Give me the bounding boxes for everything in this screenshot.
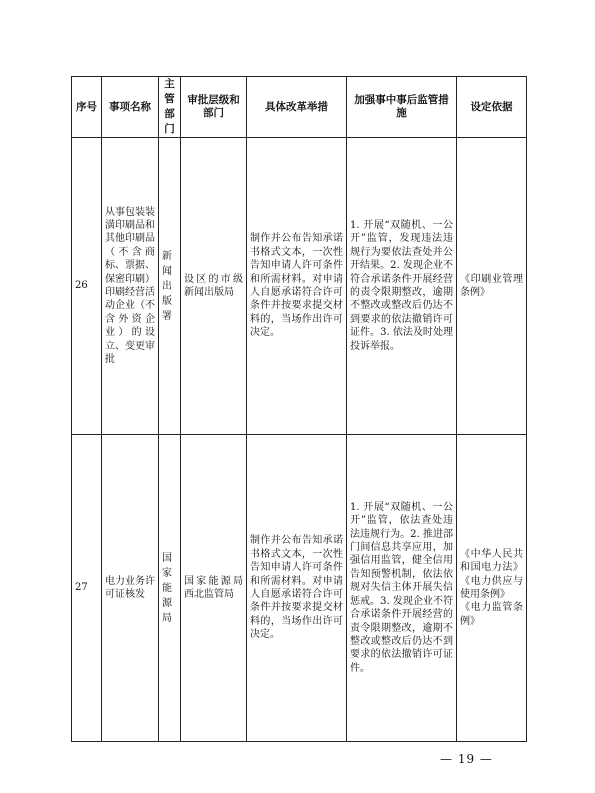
row-supervision-measures: 1. 开展“双随机、一公开”监管，依法查处违法违规行为。2. 推进部门间信息共享应用，加强信用监管，健全信用告知预警机制，依法依规对失信主体开展失信惩戒。3. 发现企业不符合承诺条件开展经营的责令限期整改，逾期不整改或整改后仍达不到要求的依法撤销许可证件。 bbox=[347, 435, 457, 742]
legal-basis-line: 《中华人民共和国电力法》《电力供应与使用条例》 bbox=[460, 548, 523, 600]
row-legal-basis bbox=[457, 138, 527, 435]
row-item-name: 电力业务许可证核发 bbox=[102, 435, 159, 742]
row-approval-level: 国家能源局西北监管局 bbox=[181, 435, 247, 742]
row-department: 国家能源局 bbox=[159, 435, 181, 742]
table-row bbox=[72, 435, 527, 742]
table-header-row bbox=[72, 77, 527, 138]
header-supervision-measures: 加强事中事后监管措施 bbox=[347, 77, 457, 138]
row-approval-level: 设区的市级新闻出版局 bbox=[181, 138, 247, 435]
row-supervision-measures: 1. 开展“双随机、一公开”监管，发现违法违规行为要依法查处并公开结果。2. 发现企业不符合承诺条件开展经营的责令限期整改，逾期不整改或整改后仍达不到要求的依法撤销许可证件。3. 依法及时处理投诉举报。 bbox=[347, 138, 457, 435]
row-number: 27 bbox=[72, 435, 102, 742]
row-number: 26 bbox=[72, 138, 102, 435]
header-department: 主管部门 bbox=[159, 77, 181, 138]
legal-basis-line: 《印刷业管理条例》 bbox=[460, 273, 523, 298]
row-department: 新闻出版署 bbox=[159, 138, 181, 435]
row-legal-basis bbox=[457, 435, 527, 742]
table-row bbox=[72, 138, 527, 435]
header-approval-level: 审批层级和部门 bbox=[181, 77, 247, 138]
header-reform-measures: 具体改革举措 bbox=[247, 77, 347, 138]
row-item-name: 从事包装装潢印刷品和其他印刷品（不含商标、票据、保密印刷）印刷经营活动企业（不含外资企业）的设立、变更审批 bbox=[102, 138, 159, 435]
header-item-name: 事项名称 bbox=[102, 77, 159, 138]
regulation-table bbox=[71, 76, 527, 742]
header-legal-basis: 设定依据 bbox=[457, 77, 527, 138]
legal-basis-line: 《电力监管条例》 bbox=[460, 602, 523, 627]
page-number: — 19 — bbox=[440, 752, 493, 766]
row-reform-measures: 制作并公布告知承诺书格式文本，一次性告知申请人许可条件和所需材料。对申请人自愿承诺符合许可条件并按要求提交材料的，当场作出许可决定。 bbox=[247, 435, 347, 742]
header-number: 序号 bbox=[72, 77, 102, 138]
row-reform-measures: 制作并公布告知承诺书格式文本，一次性告知申请人许可条件和所需材料。对申请人自愿承诺符合许可条件并按要求提交材料的，当场作出许可决定。 bbox=[247, 138, 347, 435]
